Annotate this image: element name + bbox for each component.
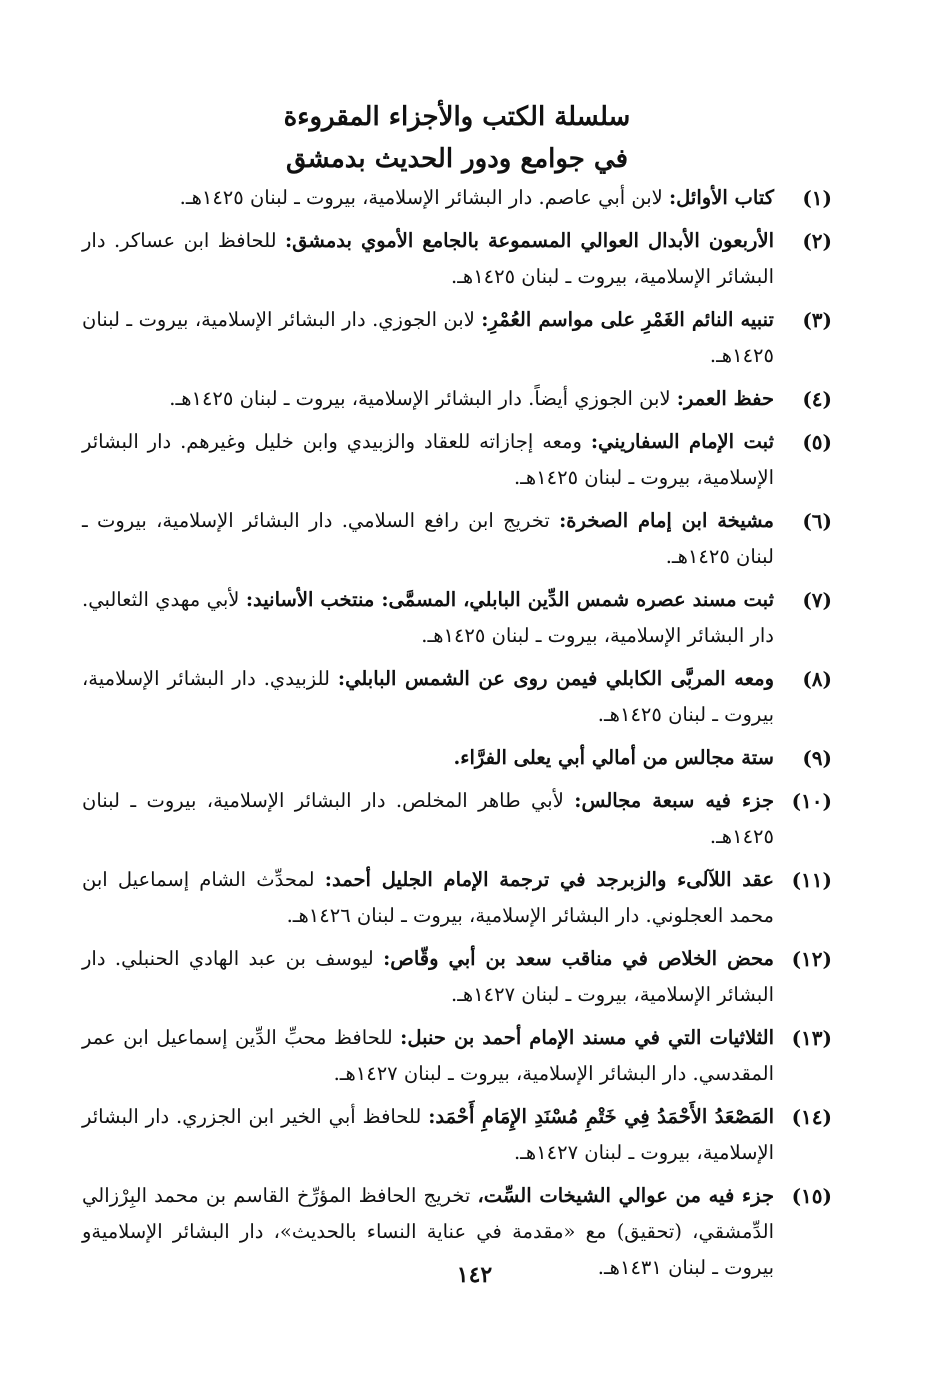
- item-title: جزء فيه من عوالي الشيخات السِّت،: [477, 1184, 775, 1207]
- item-body: [82, 503, 774, 575]
- item-title: محض الخلاص في مناقب سعد بن أبي وقّاص:: [383, 947, 774, 970]
- item-number: (٥): [802, 430, 832, 454]
- item-title: عقد اللآلىء والزبرجد في ترجمة الإمام الجليل أحمد:: [324, 868, 774, 891]
- item-body: [82, 180, 774, 216]
- item-number: (٩): [802, 746, 832, 770]
- item-number: (١٥): [791, 1184, 832, 1208]
- item-number: (١٣): [791, 1026, 832, 1050]
- item-body: [82, 740, 774, 776]
- list-item: [82, 302, 832, 374]
- item-title: جزء فيه سبعة مجالس:: [574, 789, 774, 812]
- item-title: ثبت مسند عصره شمس الدِّين البابلي، المسمَّى: منتخب الأسانيد:: [245, 588, 774, 611]
- item-title: ستة مجالس من أمالي أبي يعلى الفرَّاء.: [453, 746, 774, 769]
- item-body: [82, 424, 774, 496]
- item-body: [82, 1020, 774, 1092]
- page-number: ١٤٢: [456, 1262, 493, 1288]
- item-body: [82, 862, 774, 934]
- item-body: [82, 941, 774, 1013]
- item-text: لابن الجوزي أيضاً. دار البشائر الإسلامية، بيروت ـ لبنان ١٤٢٥هـ.: [169, 387, 671, 410]
- item-title: مشيخة ابن إمام الصخرة:: [559, 509, 774, 532]
- item-title: المَصْعَدُ الأَحْمَدُ فِي خَتْمِ مُسْنَدِ الإِمَامِ أَحْمَد:: [428, 1105, 774, 1128]
- list-item: [82, 381, 832, 417]
- list-item: [82, 424, 832, 496]
- item-number: (٨): [802, 667, 832, 691]
- item-title: ثبت الإمام السفاريني:: [590, 430, 774, 453]
- item-body: [82, 223, 774, 295]
- item-text: تخريج ابن رافع السلامي. دار البشائر الإسلامية، بيروت ـ لبنان ١٤٢٥هـ.: [82, 509, 774, 568]
- page-header: [82, 96, 832, 180]
- list-item: [82, 783, 832, 855]
- item-title: الثلاثيات التي في مسند الإمام أحمد بن حنبل:: [400, 1026, 774, 1049]
- item-body: [82, 1099, 774, 1171]
- item-number: (١): [802, 186, 832, 210]
- item-number: (٣): [802, 308, 832, 332]
- item-number: (١٠): [791, 789, 832, 813]
- item-body: [82, 381, 774, 417]
- item-body: [82, 783, 774, 855]
- item-text: للحافظ أبي الخير ابن الجزري. دار البشائر الإسلامية، بيروت ـ لبنان ١٤٢٧هـ.: [82, 1105, 774, 1164]
- item-text: للزبيدي. دار البشائر الإسلامية، بيروت ـ لبنان ١٤٢٥هـ.: [82, 667, 774, 726]
- item-text: ومعه إجازاته للعقاد والزبيدي وابن خليل وغيرهم. دار البشائر الإسلامية، بيروت ـ لبنان ١٤٢٥هـ.: [82, 430, 774, 489]
- item-body: [82, 661, 774, 733]
- item-number: (٢): [802, 229, 832, 253]
- list-item: [82, 862, 832, 934]
- item-number: (١٢): [791, 947, 832, 971]
- list-item: [82, 582, 832, 654]
- item-text: لابن الجوزي. دار البشائر الإسلامية، بيروت ـ لبنان ١٤٢٥هـ.: [82, 308, 774, 367]
- list-item: [82, 941, 832, 1013]
- item-title: ومعه المربَّى الكابلي فيمن روى عن الشمس البابلي:: [337, 667, 774, 690]
- document-page: [82, 96, 832, 1293]
- list-item: [82, 661, 832, 733]
- item-text: للحافظ محبِّ الدِّين إسماعيل ابن عمر المقدسي. دار البشائر الإسلامية، بيروت ـ لبنان ١٤٢٧هـ.: [82, 1026, 774, 1085]
- item-text: لأبي مهدي الثعالبي. دار البشائر الإسلامية، بيروت ـ لبنان ١٤٢٥هـ.: [82, 588, 774, 647]
- item-body: [82, 582, 774, 654]
- page-title-line-2: في جوامع ودور الحديث بدمشق: [285, 144, 629, 174]
- item-number: (١٤): [791, 1105, 832, 1129]
- item-text: لابن أبي عاصم. دار البشائر الإسلامية، بيروت ـ لبنان ١٤٢٥هـ.: [179, 186, 663, 209]
- list-item: [82, 1020, 832, 1092]
- item-text: لمحدِّث الشام إسماعيل ابن محمد العجلوني. دار البشائر الإسلامية، بيروت ـ لبنان ١٤٢٦هـ.: [82, 868, 774, 927]
- list-item: [82, 223, 832, 295]
- item-number: (١١): [791, 868, 832, 892]
- item-body: [82, 302, 774, 374]
- item-text: ليوسف بن عبد الهادي الحنبلي. دار البشائر الإسلامية، بيروت ـ لبنان ١٤٢٧هـ.: [82, 947, 774, 1006]
- item-text: لأبي طاهر المخلص. دار البشائر الإسلامية، بيروت ـ لبنان ١٤٢٥هـ.: [82, 789, 774, 848]
- item-number: (٦): [802, 509, 832, 533]
- item-title: تنبيه النائم الغَمْرِ على مواسم العُمْرِ:: [481, 308, 774, 331]
- item-title: كتاب الأوائل:: [668, 186, 774, 209]
- page-title-line-1: سلسلة الكتب والأجزاء المقروءة: [283, 102, 631, 132]
- list-item: [82, 503, 832, 575]
- list-item: [82, 1099, 832, 1171]
- list-item: [82, 180, 832, 216]
- item-text: تخريج الحافظ المؤرِّخ القاسم بن محمد البِرْزالي الدِّمشقي، (تحقيق) مع «مقدمة في عناية النساء بالحديث»، دار البشائر الإسلاميةو بيروت ـ لبنان ١٤٣١هـ.: [82, 1184, 774, 1279]
- book-list: [82, 180, 832, 1286]
- list-item: [82, 740, 832, 776]
- item-text: للحافظ ابن عساكر. دار البشائر الإسلامية، بيروت ـ لبنان ١٤٢٥هـ.: [82, 229, 774, 288]
- item-title: حفظ العمر:: [676, 387, 774, 410]
- item-number: (٤): [802, 387, 832, 411]
- item-number: (٧): [802, 588, 832, 612]
- item-title: الأربعون الأبدال العوالي المسموعة بالجامع الأموي بدمشق:: [284, 229, 775, 252]
